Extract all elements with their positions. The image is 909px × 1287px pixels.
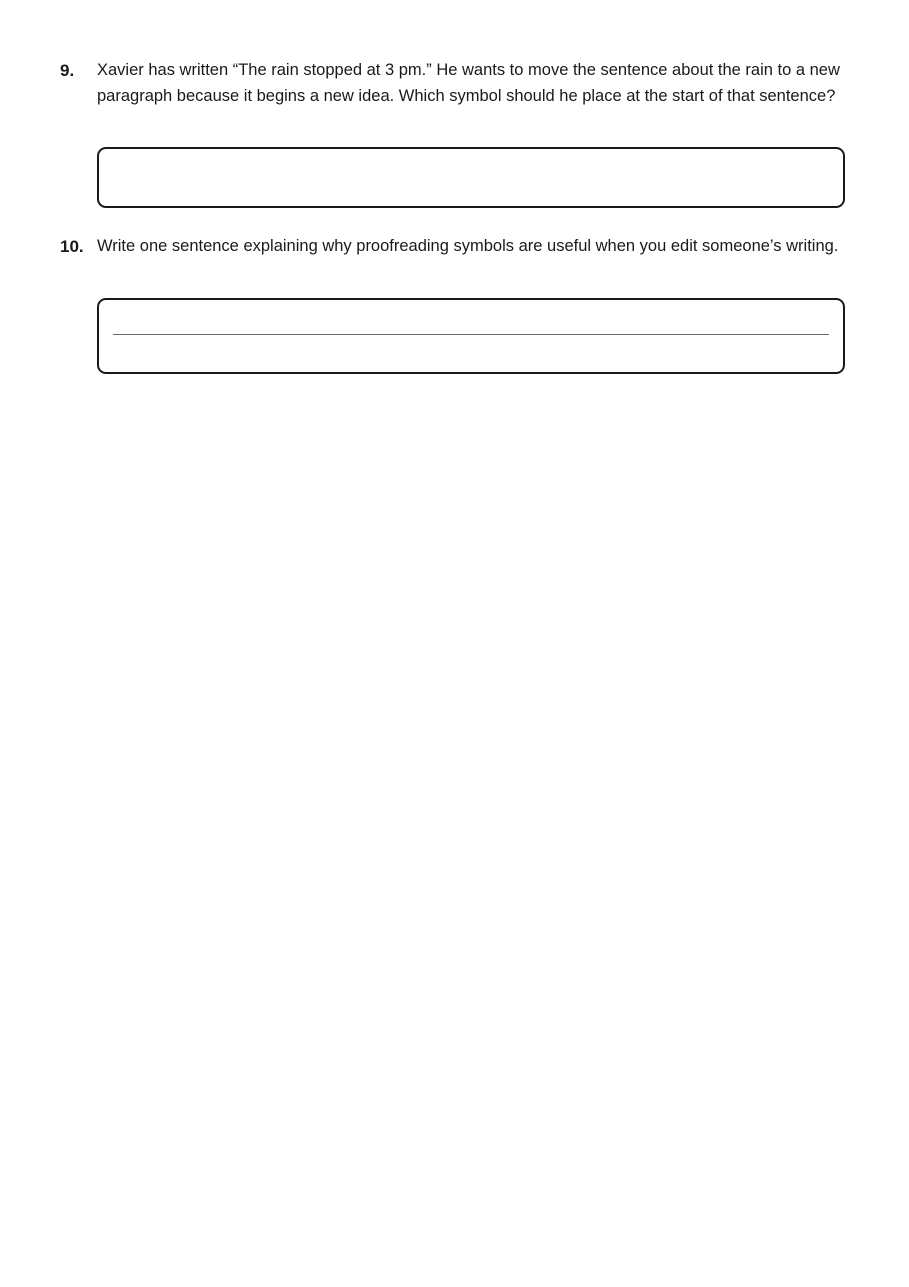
question-number: 9. xyxy=(60,61,75,80)
answer-box-9[interactable] xyxy=(97,147,845,208)
answer-box-10[interactable] xyxy=(97,298,845,374)
question-number: 10. xyxy=(60,237,84,256)
question-text: Xavier has written “The rain stopped at 3 pm.” He wants to move the sentence about the rain to a new paragraph because it begins a new idea. Which symbol should he place at the start of that sentence? xyxy=(97,61,840,105)
answer-writing-line xyxy=(113,334,829,335)
question-text: Write one sentence explaining why proofreading symbols are useful when you edit someone’s writing. xyxy=(97,237,839,255)
